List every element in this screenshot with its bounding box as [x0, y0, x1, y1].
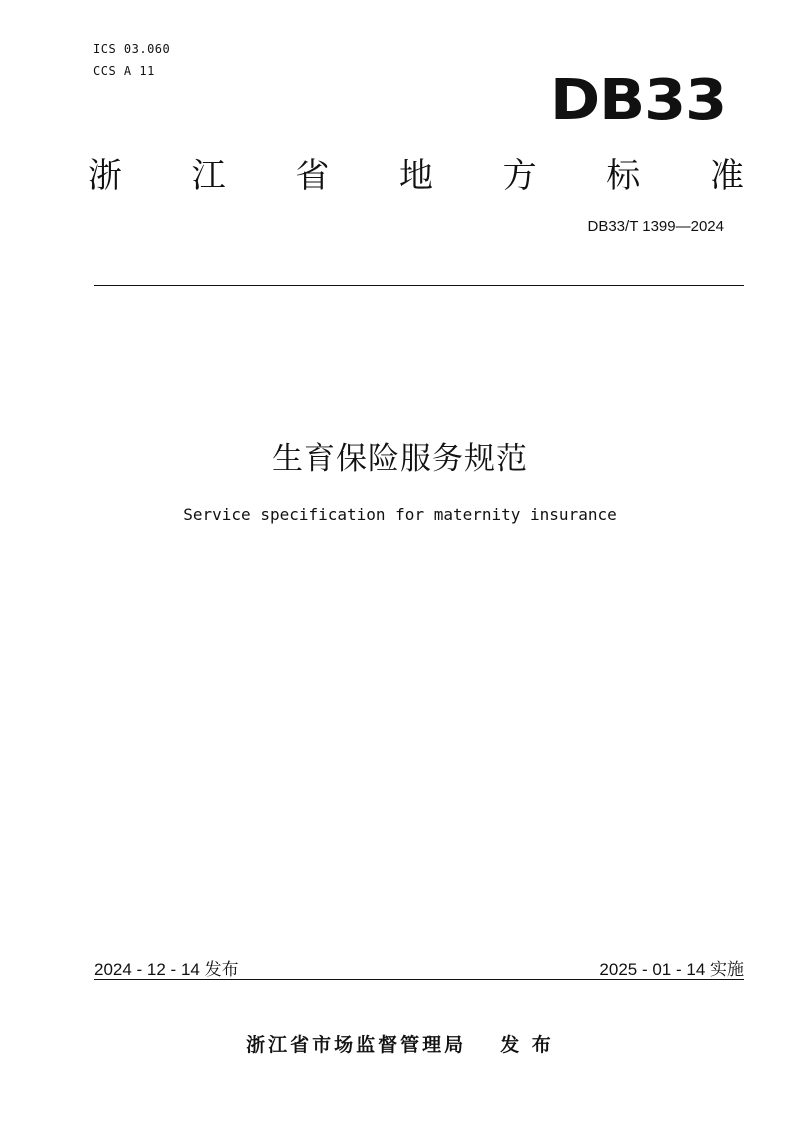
standard-type: [88, 148, 744, 197]
standard-type-char: 江: [191, 156, 226, 196]
footer-divider: [94, 979, 744, 980]
classification-codes: [93, 38, 170, 82]
ics-code: ICS 03.060: [93, 42, 171, 56]
db33-logo: DB33: [550, 68, 727, 133]
document-title-english: Service specification for maternity insurance: [183, 505, 617, 524]
document-title-chinese: 生育保险服务规范: [272, 441, 528, 477]
standard-number: DB33/T 1399—2024: [587, 218, 724, 235]
standard-type-char: 省: [295, 156, 330, 196]
publish-date: 2024 - 12 - 14 发布: [94, 960, 239, 979]
issuer-name: 浙江省市场监督管理局: [246, 1034, 467, 1056]
standard-type-char: 准: [709, 156, 744, 196]
header-divider: [94, 285, 744, 286]
standard-type-char: 标: [606, 156, 641, 196]
implement-date: 2025 - 01 - 14 实施: [599, 960, 744, 979]
issuer-line: [0, 1030, 800, 1057]
standard-type-char: 方: [502, 156, 537, 196]
standard-type-char: 地: [398, 156, 433, 196]
standard-type-char: 浙: [88, 156, 122, 196]
ccs-code: CCS A 11: [93, 64, 155, 78]
issue-label: 发 布: [500, 1034, 554, 1056]
